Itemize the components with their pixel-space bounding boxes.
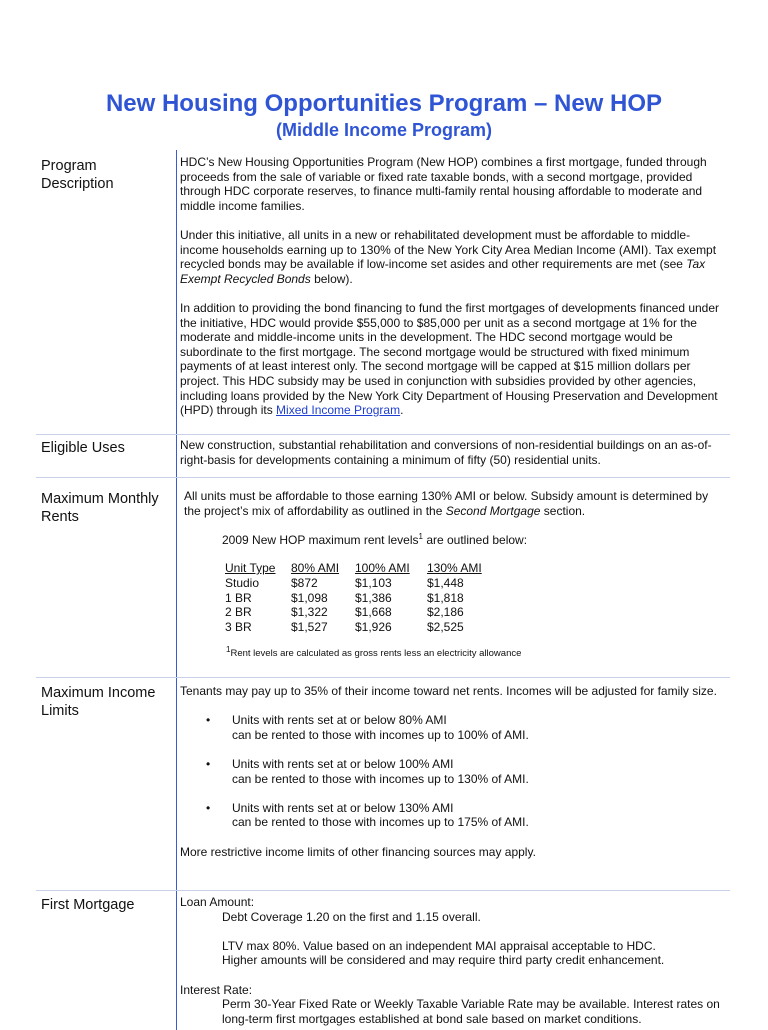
table-cell: $872	[291, 575, 318, 590]
table-cell: 3 BR	[225, 619, 252, 634]
para2-text: Under this initiative, all units in a new or rehabilitated development must be affordable to middle-income households earning up to 130% of the New York City Area Median Income (AMI). Tax exempt recycled bonds may be available if low-income set asides and other requirements are met (see	[180, 227, 717, 272]
mixed-income-program-link[interactable]: Mixed Income Program	[276, 403, 401, 418]
table-cell: $1,668	[355, 605, 392, 620]
intro-end: section.	[540, 503, 586, 518]
program-description-para3	[180, 301, 728, 418]
table-row	[225, 591, 497, 606]
rent-table-header	[225, 561, 497, 576]
section-divider	[36, 434, 730, 435]
table-cell: $1,103	[355, 575, 392, 590]
rent-intro-end: are outlined below:	[422, 532, 528, 547]
para2-italic: Tax Exempt Recycled Bonds	[180, 257, 706, 286]
column-header: 130% AMI	[427, 561, 482, 576]
interest-rate-text: Perm 30-Year Fixed Rate or Weekly Taxable Variable Rate may be available. Interest rates on long-term first mortgages established at bond sale based on market conditions.	[222, 997, 720, 1026]
table-cell: $1,322	[291, 605, 328, 620]
table-cell: $1,527	[291, 619, 328, 634]
table-cell: 2 BR	[225, 605, 252, 620]
bullet-icon: •	[206, 800, 211, 815]
table-row	[225, 605, 497, 620]
section-divider	[36, 890, 730, 891]
max-rents-content	[184, 489, 728, 660]
income-limits-closing: More restrictive income limits of other financing sources may apply.	[180, 844, 536, 859]
table-cell: $1,448	[427, 575, 464, 590]
program-description-label: Program Description	[41, 158, 114, 192]
section-divider	[36, 677, 730, 678]
eligible-uses-text: New construction, substantial rehabilitation and conversions of non-residential buildings on an as-of-right-basis for developments containing a minimum of fifty (50) residential units.	[180, 438, 712, 467]
program-description-para1: HDC’s New Housing Opportunities Program (New HOP) combines a first mortgage, funded through proceeds from the sale of variable or fixed rate taxable bonds, with a second mortgage, provided through HDC corporate reserves, to finance multi-family rental housing affordable to moderate and middle income families.	[180, 155, 707, 213]
bullet-line: can be rented to those with incomes up to 100% of AMI.	[232, 727, 529, 742]
column-header: 80% AMI	[291, 561, 340, 576]
table-cell: $1,818	[427, 590, 464, 605]
table-row	[225, 620, 497, 635]
program-description-para2	[180, 228, 728, 286]
column-header: 100% AMI	[355, 561, 410, 576]
bullet-line: can be rented to those with incomes up to 130% of AMI.	[232, 771, 529, 786]
list-item	[180, 801, 728, 830]
para3-text: In addition to providing the bond financing to fund the first mortgages of developments financed under the initiative, HDC would provide $55,000 to $85,000 per unit as a second mortgage at 1% for the moderate and middle-income units in the development. The HDC second mortgage would be subordinate to the first mortgage. The second mortgage would be structured with fixed minimum payments of at least interest only. The second mortgage will be capped at $15 million dollars per project. This HDC subsidy may be used in conjunction with subsidies provided by other agencies, including loans provided by the New York City Department of Housing Preservation and Development (HPD) through its	[180, 300, 720, 418]
section-divider	[36, 477, 730, 478]
income-limits-intro: Tenants may pay up to 35% of their income toward net rents. Incomes will be adjusted for family size.	[180, 684, 717, 698]
page-subtitle: (Middle Income Program)	[275, 120, 493, 140]
max-rents-intro	[184, 489, 728, 518]
table-cell: $1,098	[291, 590, 328, 605]
first-mortgage-label: First Mortgage	[41, 897, 135, 913]
intro-italic: Second Mortgage	[445, 503, 541, 518]
column-header: Unit Type	[225, 561, 276, 576]
list-item	[180, 757, 728, 786]
table-cell: $1,926	[355, 619, 392, 634]
program-description-content	[180, 155, 728, 418]
bullet-icon: •	[206, 713, 211, 728]
para2-end: below).	[310, 271, 353, 286]
bullet-line: Units with rents set at or below 80% AMI	[232, 713, 447, 728]
page-title: New Housing Opportunities Program – New HOP	[105, 90, 663, 117]
table-cell: $2,186	[427, 605, 464, 620]
interest-rate-label: Interest Rate:	[180, 982, 253, 997]
table-cell: $2,525	[427, 619, 464, 634]
table-row	[225, 576, 497, 591]
footnote-text: Rent levels are calculated as gross rents less an electricity allowance	[230, 648, 522, 660]
column-divider	[176, 150, 177, 1030]
bullet-line: can be rented to those with incomes up to 175% of AMI.	[232, 815, 529, 830]
income-limits-list	[180, 713, 728, 830]
table-cell: $1,386	[355, 590, 392, 605]
debt-coverage-text: Debt Coverage 1.20 on the first and 1.15 overall.	[222, 909, 481, 924]
loan-amount-label: Loan Amount:	[180, 895, 255, 909]
list-item	[180, 713, 728, 742]
bullet-line: Units with rents set at or below 130% AMI	[232, 800, 454, 815]
ltv-line: LTV max 80%. Value based on an independent MAI appraisal acceptable to HDC.	[222, 938, 656, 953]
income-limits-content	[180, 684, 728, 859]
footnote-marker: 1	[418, 531, 423, 541]
intro-text: All units must be affordable to those earning 130% AMI or below. Subsidy amount is determined by the project’s mix of affordability as outlined in the	[184, 489, 709, 518]
rent-table	[225, 561, 497, 634]
rent-intro-text: 2009 New HOP maximum rent levels	[222, 532, 419, 547]
table-cell: Studio	[225, 575, 260, 590]
bullet-line: Units with rents set at or below 100% AMI	[232, 756, 454, 771]
max-rents-label: Maximum Monthly Rents	[41, 491, 159, 525]
rent-footnote	[226, 645, 728, 660]
income-limits-label: Maximum Income Limits	[41, 685, 156, 719]
rent-table-intro	[222, 533, 728, 548]
para3-end: .	[400, 403, 404, 418]
first-mortgage-content	[180, 895, 728, 1026]
bullet-icon: •	[206, 756, 211, 771]
eligible-uses-label: Eligible Uses	[41, 440, 125, 456]
ltv-line: Higher amounts will be considered and may require third party credit enhancement.	[222, 953, 665, 968]
footnote-marker: 1	[226, 645, 231, 655]
table-cell: 1 BR	[225, 590, 252, 605]
